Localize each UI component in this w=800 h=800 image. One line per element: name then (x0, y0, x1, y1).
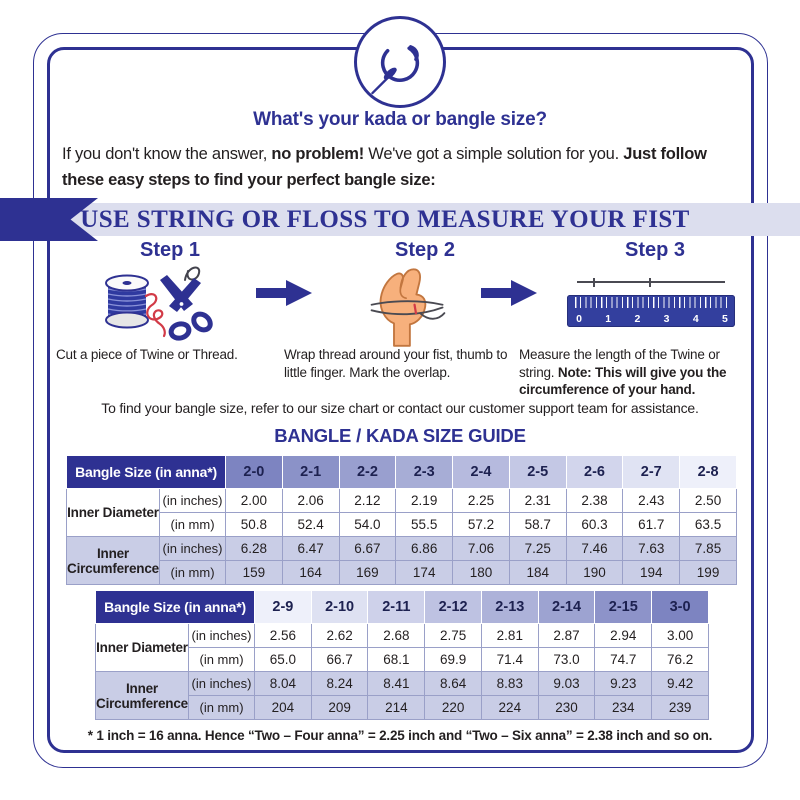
size-value-cell: 2.87 (538, 624, 595, 648)
table-row (67, 489, 737, 513)
step2-caption (284, 346, 510, 381)
unit-label: (in inches) (189, 624, 255, 648)
size-value-cell: 8.04 (255, 672, 312, 696)
size-value-cell: 2.06 (282, 489, 339, 513)
intro-text: If you don't know the answer, (62, 145, 272, 163)
unit-label: (in mm) (189, 696, 255, 720)
table-row (67, 537, 737, 561)
measure-banner (0, 203, 800, 236)
size-value-cell: 66.7 (311, 648, 368, 672)
intro-text-bold: no problem! (271, 145, 364, 163)
size-value-cell: 169 (339, 561, 396, 585)
size-value-cell: 54.0 (339, 513, 396, 537)
fist-with-thread-icon (366, 254, 450, 353)
size-value-cell: 209 (311, 696, 368, 720)
step-caption-text: Cut a piece of Twine or Thread. (56, 347, 238, 362)
size-value-cell: 50.8 (226, 513, 283, 537)
size-value-cell: 8.24 (311, 672, 368, 696)
size-column-header: 2-8 (680, 456, 737, 489)
intro-paragraph (62, 141, 740, 193)
size-value-cell: 214 (368, 696, 425, 720)
step3-caption (519, 346, 743, 399)
size-value-cell: 9.03 (538, 672, 595, 696)
table-row (96, 672, 709, 696)
size-value-cell: 164 (282, 561, 339, 585)
step2-title: Step 2 (394, 239, 456, 261)
size-value-cell: 7.85 (680, 537, 737, 561)
size-value-cell: 71.4 (481, 648, 538, 672)
size-table-1-container (66, 455, 737, 585)
size-column-header: 2-11 (368, 591, 425, 624)
size-value-cell: 230 (538, 696, 595, 720)
size-table-2-container (95, 590, 709, 720)
unit-label: (in inches) (160, 537, 226, 561)
size-column-header: 2-2 (339, 456, 396, 489)
ruler-number: 4 (692, 313, 699, 325)
size-value-cell: 2.50 (680, 489, 737, 513)
size-value-cell: 2.19 (396, 489, 453, 513)
size-value-cell: 2.68 (368, 624, 425, 648)
size-column-header: 2-5 (509, 456, 566, 489)
size-value-cell: 6.67 (339, 537, 396, 561)
size-value-cell: 2.43 (623, 489, 680, 513)
unit-label: (in inches) (189, 672, 255, 696)
row-group-label: Inner Circumference (67, 537, 160, 585)
size-column-header: 2-3 (396, 456, 453, 489)
size-value-cell: 57.2 (453, 513, 510, 537)
size-value-cell: 65.0 (255, 648, 312, 672)
size-value-cell: 174 (396, 561, 453, 585)
size-value-cell: 239 (652, 696, 709, 720)
size-value-cell: 63.5 (680, 513, 737, 537)
size-value-cell: 2.31 (509, 489, 566, 513)
size-value-cell: 2.62 (311, 624, 368, 648)
size-value-cell: 199 (680, 561, 737, 585)
size-value-cell: 2.81 (481, 624, 538, 648)
row-group-label: Inner Circumference (96, 672, 189, 720)
size-column-header: 2-9 (255, 591, 312, 624)
row-group-label: Inner Diameter (96, 624, 189, 672)
ruler-tick-marks (575, 297, 729, 308)
size-table (95, 590, 709, 720)
measuring-string-line (577, 281, 725, 289)
size-value-cell: 7.46 (566, 537, 623, 561)
size-guide-title: BANGLE / KADA SIZE GUIDE (274, 425, 526, 446)
spool-and-scissors-icon (88, 258, 240, 351)
size-value-cell: 224 (481, 696, 538, 720)
step-caption-text: Wrap thread around your fist, thumb to little finger. Mark the overlap. (284, 347, 508, 380)
size-chart-help-text: To find your bangle size, refer to our size chart or contact our customer support team for assistance. (101, 400, 699, 416)
size-column-header: 2-12 (425, 591, 482, 624)
ruler-number: 3 (663, 313, 670, 325)
unit-label: (in inches) (160, 489, 226, 513)
size-value-cell: 7.06 (453, 537, 510, 561)
ruler-number: 5 (722, 313, 728, 325)
size-value-cell: 2.56 (255, 624, 312, 648)
size-value-cell: 8.41 (368, 672, 425, 696)
size-table (66, 455, 737, 585)
size-column-header: 2-0 (226, 456, 283, 489)
page-title: What's your kada or bangle size? (253, 109, 547, 130)
size-column-header: 2-13 (481, 591, 538, 624)
size-value-cell: 7.25 (509, 537, 566, 561)
size-column-header: 2-6 (566, 456, 623, 489)
size-value-cell: 2.38 (566, 489, 623, 513)
size-value-cell: 52.4 (282, 513, 339, 537)
size-column-header: 2-1 (282, 456, 339, 489)
size-value-cell: 190 (566, 561, 623, 585)
size-value-cell: 194 (623, 561, 680, 585)
ruler-body (567, 295, 735, 327)
step3-title: Step 3 (624, 239, 686, 261)
unit-label: (in mm) (160, 561, 226, 585)
size-value-cell: 6.86 (396, 537, 453, 561)
size-value-cell: 76.2 (652, 648, 709, 672)
ruler-number: 1 (605, 313, 612, 325)
size-value-cell: 6.28 (226, 537, 283, 561)
size-value-cell: 220 (425, 696, 482, 720)
size-value-cell: 8.64 (425, 672, 482, 696)
size-value-cell: 58.7 (509, 513, 566, 537)
size-value-cell: 2.75 (425, 624, 482, 648)
size-value-cell: 55.5 (396, 513, 453, 537)
ruler-numbers (571, 313, 733, 325)
intro-text: We've got a simple solution for you. (363, 145, 624, 163)
size-value-cell: 2.94 (595, 624, 652, 648)
size-column-header: 2-15 (595, 591, 652, 624)
unit-label: (in mm) (160, 513, 226, 537)
size-value-cell: 60.3 (566, 513, 623, 537)
table-header-label: Bangle Size (in anna*) (67, 456, 226, 489)
size-value-cell: 74.7 (595, 648, 652, 672)
size-value-cell: 9.23 (595, 672, 652, 696)
table-row (67, 561, 737, 585)
size-value-cell: 7.63 (623, 537, 680, 561)
size-column-header: 3-0 (652, 591, 709, 624)
size-value-cell: 73.0 (538, 648, 595, 672)
size-value-cell: 69.9 (425, 648, 482, 672)
anna-conversion-footnote: * 1 inch = 16 anna. Hence “Two – Four anna” = 2.25 inch and “Two – Six anna” = 2.38 inch and so on. (87, 728, 713, 743)
size-value-cell: 6.47 (282, 537, 339, 561)
size-value-cell: 180 (453, 561, 510, 585)
size-column-header: 2-7 (623, 456, 680, 489)
size-column-header: 2-14 (538, 591, 595, 624)
ruler-number: 2 (634, 313, 641, 325)
size-value-cell: 8.83 (481, 672, 538, 696)
size-value-cell: 184 (509, 561, 566, 585)
ruler-number: 0 (576, 313, 582, 325)
size-value-cell: 9.42 (652, 672, 709, 696)
unit-label: (in mm) (189, 648, 255, 672)
size-value-cell: 159 (226, 561, 283, 585)
size-value-cell: 61.7 (623, 513, 680, 537)
intro-text-bold: Just follow these easy steps to find your perfect bangle size: (62, 145, 707, 189)
size-value-cell: 68.1 (368, 648, 425, 672)
step-caption-text: Note: This will give you the circumference of your hand. (519, 364, 727, 397)
size-value-cell: 2.12 (339, 489, 396, 513)
step1-caption (56, 346, 246, 364)
bangle-and-needle-logo-icon (354, 16, 446, 108)
size-value-cell: 234 (595, 696, 652, 720)
size-value-cell: 204 (255, 696, 312, 720)
logo-artwork (360, 22, 440, 102)
size-column-header: 2-4 (453, 456, 510, 489)
size-value-cell: 2.00 (226, 489, 283, 513)
table-header-label: Bangle Size (in anna*) (96, 591, 255, 624)
size-column-header: 2-10 (311, 591, 368, 624)
step-caption-text: Measure the length of the Twine or string. (519, 347, 720, 380)
banner-title: USE STRING OR FLOSS TO MEASURE YOUR FIST (80, 206, 690, 233)
size-value-cell: 2.25 (453, 489, 510, 513)
ruler-icon (567, 281, 735, 327)
size-value-cell: 3.00 (652, 624, 709, 648)
row-group-label: Inner Diameter (67, 489, 160, 537)
table-row (67, 513, 737, 537)
right-block-arrow-icon (256, 278, 312, 313)
table-row (96, 624, 709, 648)
right-block-arrow-icon (481, 278, 537, 313)
step1-title: Step 1 (139, 239, 201, 261)
